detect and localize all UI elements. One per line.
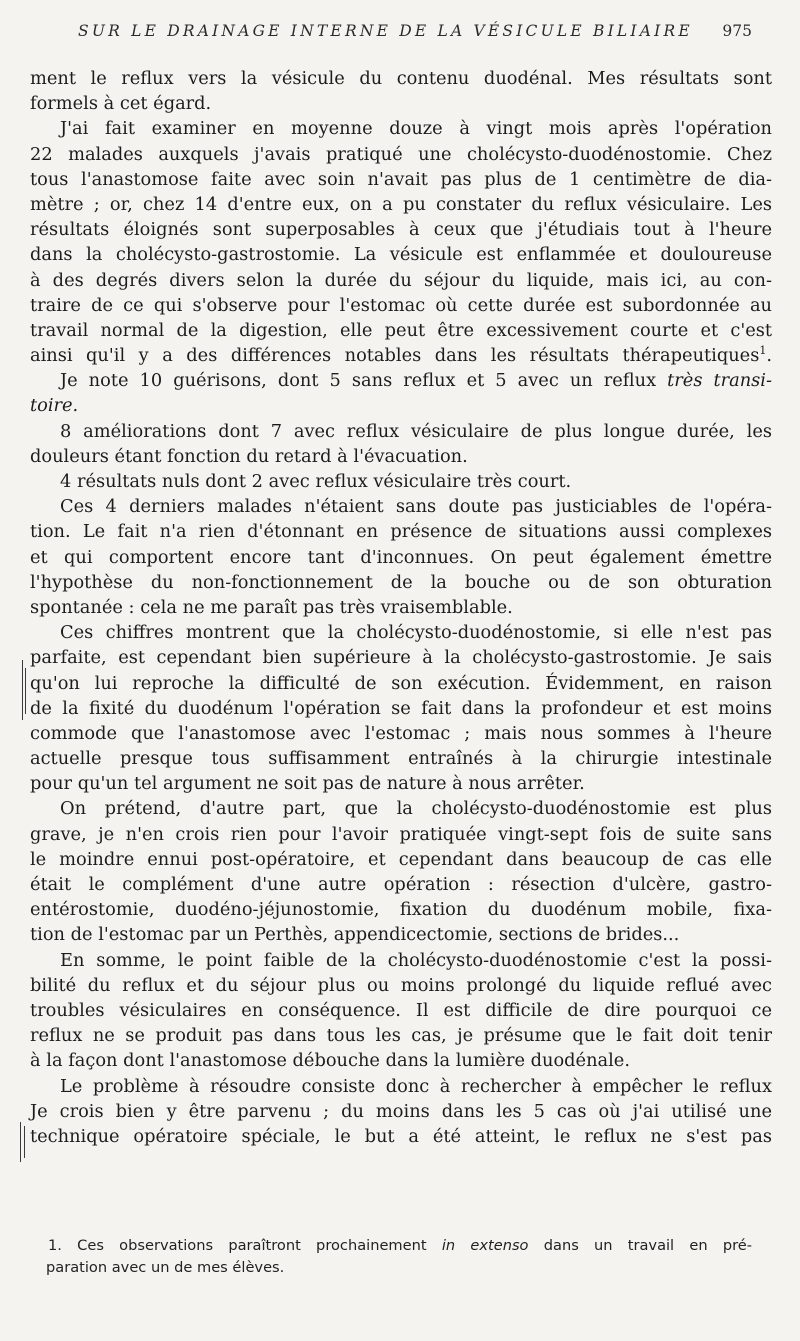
text-line-content: ainsi qu'il y a des différences notables dans les résultats thérapeutiques — [30, 345, 760, 367]
body-text — [30, 66, 772, 1149]
text-line: à des degrés divers selon la durée du séjour du liquide, mais ici, au con- — [30, 269, 772, 291]
text-line: résultats éloignés sont superposables à ceux que j'étudiais tout à l'heure — [30, 219, 772, 241]
margin-mark — [25, 668, 26, 714]
text-line: douleurs étant fonction du retard à l'évacuation. — [30, 445, 468, 467]
text-line: bilité du reflux et du séjour plus ou moins prolongé du liquide reflué avec — [30, 974, 772, 996]
text-line: 4 résultats nuls dont 2 avec reflux vésiculaire très court. — [60, 471, 572, 492]
footnote-text: 1. Ces observations paraîtront prochainement — [48, 1237, 427, 1254]
text-line: Ces 4 derniers malades n'étaient sans doute pas justiciables de l'opéra- — [60, 496, 772, 518]
text-line: à la façon dont l'anastomose débouche dans la lumière duodénale. — [30, 1050, 630, 1072]
running-title: SUR LE DRAINAGE INTERNE DE LA VÉSICULE BILIAIRE — [78, 22, 693, 40]
text-line: formels à cet égard. — [30, 93, 212, 115]
text-line: mètre ; or, chez 14 d'entre eux, on a pu constater du reflux vésiculaire. Les — [30, 193, 772, 215]
text-line: qu'on lui reproche la difficulté de son exécution. Évidemment, en raison — [30, 672, 772, 694]
text-line: grave, je n'en crois rien pour l'avoir pratiquée vingt-sept fois de suite sans — [30, 823, 772, 845]
footnote — [46, 1235, 752, 1279]
text-line: de la fixité du duodénum l'opération se fait dans la profondeur et est moins — [30, 697, 772, 719]
text-line: parfaite, est cependant bien supérieure à la cholécysto-gastrostomie. Je sais — [30, 647, 772, 669]
text-line — [30, 368, 772, 393]
footnote-italic: in extenso — [441, 1237, 529, 1254]
text-line: ment le reflux vers la vésicule du contenu duodénal. Mes résultats sont — [30, 68, 772, 89]
text-line: entérostomie, duodéno-jéjunostomie, fixation du duodénum mobile, fixa- — [30, 899, 772, 921]
margin-mark — [24, 1126, 25, 1158]
text-line: commode que l'anastomose avec l'estomac ; mais nous sommes à l'heure — [30, 722, 772, 744]
text-line: était le complément d'une autre opération : résection d'ulcère, gastro- — [30, 874, 772, 895]
text-line: tion de l'estomac par un Perthès, appendicectomie, sections de brides... — [30, 924, 680, 946]
text-line: actuelle presque tous suffisamment entraînés à la chirurgie intestinale — [30, 748, 772, 770]
text-line-content: Je note 10 guérisons, dont 5 sans reflux et 5 avec un reflux — [60, 370, 657, 392]
text-line: spontanée : cela ne me paraît pas très vraisemblable. — [30, 596, 513, 618]
text-line: tion. Le fait n'a rien d'étonnant en présence de situations aussi complexes — [30, 521, 772, 543]
footnote-text: dans un travail en pré- — [543, 1237, 753, 1254]
text-line: l'hypothèse du non-fonctionnement de la bouche ou de son obturation — [30, 571, 772, 593]
text-line: En somme, le point faible de la cholécysto-duodénostomie c'est la possi- — [60, 949, 772, 971]
italic-phrase: très transi- — [667, 370, 772, 392]
page-number: 975 — [722, 22, 752, 40]
text-line: Le problème à résoudre consiste donc à rechercher à empêcher le reflux — [60, 1075, 772, 1097]
footnote-line — [46, 1235, 752, 1257]
text-line: J'ai fait examiner en moyenne douze à vingt mois après l'opération — [60, 118, 772, 140]
text-line: 22 malades auxquels j'avais pratiqué une cholécysto-duodénostomie. Chez — [30, 143, 772, 165]
text-line: dans la cholécysto-gastrostomie. La vésicule est enflammée et douloureuse — [30, 244, 772, 266]
running-head — [78, 22, 752, 44]
text-line: et qui comportent encore tant d'inconnues. On peut également émettre — [30, 546, 772, 568]
text-line: ainsi qu'il y a des différences notables dans les résultats thérapeutiques$^1$. — [30, 344, 772, 367]
footnote-line: paration avec un de mes élèves. — [46, 1259, 285, 1276]
text-line: Je crois bien y être parvenu ; du moins dans les 5 cas où j'ai utilisé une — [30, 1100, 772, 1122]
italic-phrase: toire. — [30, 395, 79, 417]
text-line: travail normal de la digestion, elle peut être excessivement courte et c'est — [30, 319, 772, 341]
text-line: tous l'anastomose faite avec soin n'avait pas plus de 1 centimètre de dia- — [30, 168, 772, 190]
text-line: pour qu'un tel argument ne soit pas de nature à nous arrêter. — [30, 773, 585, 795]
text-line: troubles vésiculaires en conséquence. Il est difficile de dire pourquoi ce — [30, 999, 772, 1021]
text-line: traire de ce qui s'observe pour l'estomac où cette durée est subordonnée au — [30, 294, 772, 316]
text-line — [30, 393, 772, 418]
text-line: On prétend, d'autre part, que la cholécysto-duodénostomie est plus — [60, 798, 772, 820]
text-line: reflux ne se produit pas dans tous les cas, je présume que le fait doit tenir — [30, 1025, 772, 1047]
text-line: le moindre ennui post-opératoire, et cependant dans beaucoup de cas elle — [30, 848, 772, 870]
margin-mark — [22, 660, 23, 720]
margin-mark — [20, 1122, 21, 1162]
text-line: Ces chiffres montrent que la cholécysto-duodénostomie, si elle n'est pas — [60, 622, 772, 644]
text-line: technique opératoire spéciale, le but a été atteint, le reflux ne s'est pas — [30, 1125, 772, 1147]
footnote-marker: 1 — [759, 344, 767, 358]
text-line: 8 améliorations dont 7 avec reflux vésiculaire de plus longue durée, les — [60, 420, 772, 442]
